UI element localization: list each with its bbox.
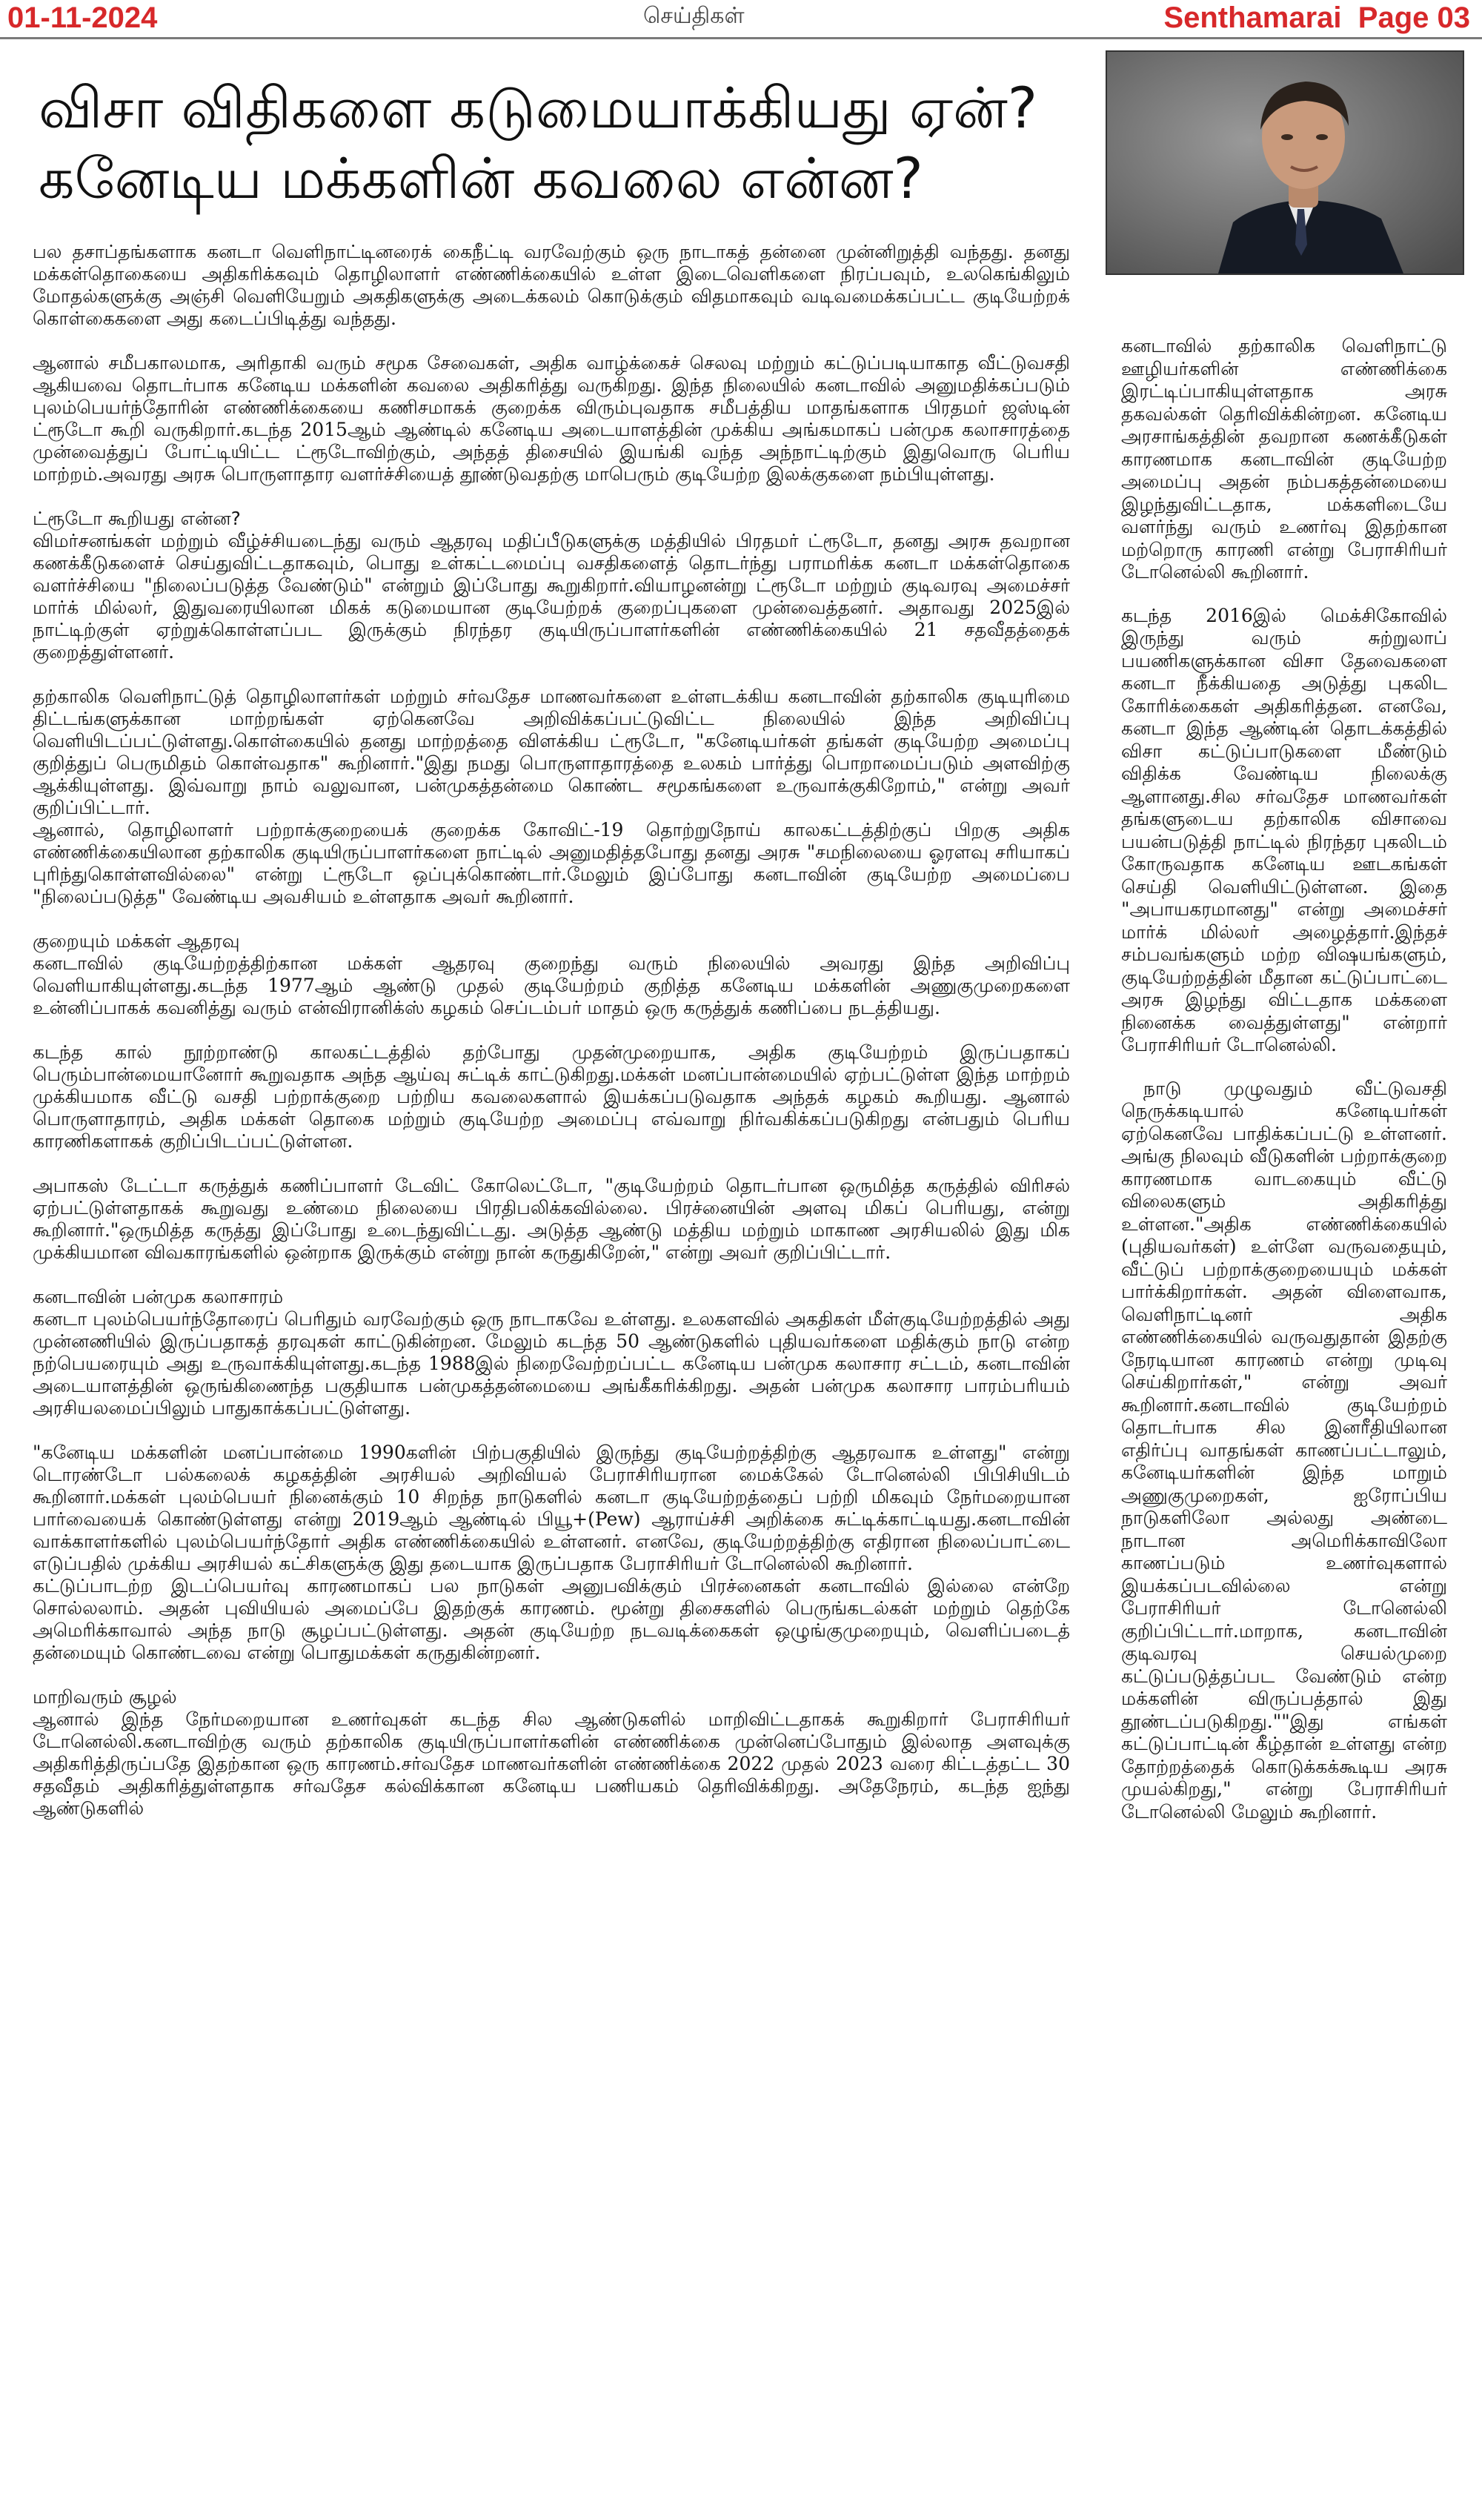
page-header bbox=[0, 0, 1482, 39]
subheading: குறையும் மக்கள் ஆதரவு bbox=[33, 930, 240, 952]
paragraph: ஆனால் சமீபகாலமாக, அரிதாகி வரும் சமூக சேவைகள், அதிக வாழ்க்கைச் செலவு மற்றும் கட்டுப்படியாகாத வீட்டுவசதி ஆகியவை தொடர்பாக கனேடிய மக்களின் கவலை அதிகரித்து வருகிறது. இந்த நிலையில் கனடாவில் அனுமதிக்கப்படும் புலம்பெயர்ந்தோரின் எண்ணிக்கையை கணிசமாகக் குறைக்க விரும்புவதாக சமீபத்திய மாதங்களாக பிரதமர் ஜஸ்டின் ட்ரூடோ கூறி வருகிறார்.கடந்த 2015ஆம் ஆண்டில் கனேடிய அடையாளத்தின் முக்கிய அங்கமாகப் பன்முக கலாசாரத்தை முன்வைத்துப் போட்டியிட்ட ட்ரூடோவிற்கும், அந்தத் திசையில் இயங்கி வந்த அந்நாட்டிற்கும் இதுவொரு பெரிய மாற்றம்.அவரது அரசு பொருளாதார வளர்ச்சியைத் தூண்டுவதற்கு மாபெரும் குடியேற்ற இலக்குகளை நம்பியுள்ளது. bbox=[33, 352, 1070, 485]
paragraph: பல தசாப்தங்களாக கனடா வெளிநாட்டினரைக் கைநீட்டி வரவேற்கும் ஒரு நாடாகத் தன்னை முன்னிறுத்தி வந்தது. தனது மக்கள்தொகையை அதிகரிக்கவும் தொழிலாளர் எண்ணிக்கையில் உள்ள இடைவெளிகளை நிரப்பவும், உலகெங்கிலும் மோதல்களுக்கு அஞ்சி வெளியேறும் அகதிகளுக்கு அடைக்கலம் கொடுக்கும் விதமாகவும் வடிவமைக்கப்பட்ட குடியேற்றக் கொள்கைகளை அது கடைப்பிடித்து வந்தது. bbox=[33, 241, 1070, 329]
paragraph: கடந்த கால் நூற்றாண்டு காலகட்டத்தில் தற்போது முதன்முறையாக, அதிக குடியேற்றம் இருப்பதாகப் பெரும்பான்மையானோர் கூறுவதாக அந்த ஆய்வு சுட்டிக் காட்டுகிறது.மக்கள் மனப்பான்மையில் ஏற்பட்டுள்ள இந்த மாற்றம் முக்கியமாக வீட்டு வசதி பற்றாக்குறை பற்றிய கவலைகளால் இயக்கப்படுவதாக அந்தக் கழகம் கூறியது. ஆனால் பொருளாதாரம், அதிக மக்கள் தொகை மற்றும் குடியேற்ற அமைப்பு எவ்வாறு நிர்வகிக்கப்படுகிறது என்பதும் பெரிய காரணிகளாகக் குறிப்பிடப்பட்டுள்ளன. bbox=[33, 1041, 1070, 1152]
paragraph: "கனேடிய மக்களின் மனப்பான்மை 1990களின் பிற்பகுதியில் இருந்து குடியேற்றத்திற்கு ஆதரவாக உள்ளது" என்று டொரண்டோ பல்கலைக் கழகத்தின் அரசியல் அறிவியல் பேராசிரியரான மைக்கேல் டோனெல்லி பிபிசியிடம் கூறினார்.மக்கள் புலம்பெயர் நினைக்கும் 10 சிறந்த நாடுகளில் கனடா குடியேற்றத்தைப் பற்றி மிகவும் நேர்மறையான பார்வையைக் கொண்டுள்ளது என்று 2019ஆம் ஆண்டில் பியூ+(Pew) ஆராய்ச்சி அறிக்கை சுட்டிக்காட்டியது.கனடாவின் வாக்காளர்களில் புலம்பெயர்ந்தோர் அதிக எண்ணிக்கையில் உள்ளனர். எனவே, குடியேற்றத்திற்கு எதிரான நிலைப்பாட்டை எடுப்பதில் முக்கிய அரசியல் கட்சிகளுக்கு இது தடையாக இருப்பதாக பேராசிரியர் டோனெல்லி கூறினார். bbox=[33, 1442, 1070, 1574]
article-side-column bbox=[1121, 335, 1447, 1823]
headline bbox=[39, 73, 1076, 213]
paragraph: கனடாவில் தற்காலிக வெளிநாட்டு ஊழியர்களின் எண்ணிக்கை இரட்டிப்பாகியுள்ளதாக அரசு தகவல்கள் தெரிவிக்கின்றன. கனேடிய அரசாங்கத்தின் தவறான கணக்கீடுகள் காரணமாக கனடாவின் குடியேற்ற அமைப்பு அதன் நம்பகத்தன்மையை இழந்துவிட்டதாக, மக்களிடையே வளர்ந்து வரும் உணர்வு இதற்கான மற்றொரு காரணி என்று பேராசிரியர் டோனெல்லி கூறினார். bbox=[1121, 335, 1447, 583]
paragraph: கனடா புலம்பெயர்ந்தோரைப் பெரிதும் வரவேற்கும் ஒரு நாடாகவே உள்ளது. உலகளவில் அகதிகள் மீள்குடியேற்றத்தில் அது முன்னணியில் இருப்பதாகத் தரவுகள் காட்டுகின்றன. மேலும் கடந்த 50 ஆண்டுகளில் புதியவர்களை மதிக்கும் நாடு என்ற நற்பெயரையும் அது உருவாக்கியுள்ளது.கடந்த 1988இல் நிறைவேற்றப்பட்ட கனேடிய பன்முக கலாசார சட்டம், கனடாவின் அடையாளத்தின் ஒருங்கிணைந்த பகுதியாக பன்முகத்தன்மையை அங்கீகரிக்கிறது. அதன் பன்முக கலாசார பாரம்பரியம் அரசியலமைப்பிலும் பாதுகாக்கப்பட்டுள்ளது. bbox=[33, 1308, 1070, 1419]
page-number: Page 03 bbox=[1358, 1, 1470, 34]
paragraph: கடந்த 2016இல் மெக்சிகோவில் இருந்து வரும் சுற்றுலாப் பயணிகளுக்கான விசா தேவைகளை கனடா நீக்கியதை அடுத்து புகலிட கோரிக்கைகள் அதிகரித்தன. எனவே, கனடா இந்த ஆண்டின் தொடக்கத்தில் விசா கட்டுப்பாடுகளை மீண்டும் விதிக்க வேண்டிய நிலைக்கு ஆளானது.சில சர்வதேச மாணவர்கள் தங்களுடைய தற்காலிக விசாவை பயன்படுத்தி நாட்டில் நிரந்தர புகலிடம் கோருவதாக கனேடிய ஊடகங்கள் செய்தி வெளியிட்டுள்ளன. இதை "அபாயகரமானது" என்று அமைச்சர் மார்க் மில்லர் அழைத்தார்.இந்தச் சம்பவங்களும் மற்ற விஷயங்களும், குடியேற்றத்தின் மீதான கட்டுப்பாட்டை அரசு இழந்து விட்டதாக மக்களை நினைக்க வைத்துள்ளது" என்றார் பேராசிரியர் டோனெல்லி. bbox=[1121, 604, 1447, 1055]
portrait-photo bbox=[1106, 50, 1464, 275]
paragraph: ஆனால் இந்த நேர்மறையான உணர்வுகள் கடந்த சில ஆண்டுகளில் மாறிவிட்டதாகக் கூறுகிறார் பேராசிரியர் டோனெல்லி.கனடாவிற்கு வரும் தற்காலிக குடியிருப்பாளர்களின் எண்ணிக்கை முன்னெப்போதும் இல்லாத அளவுக்கு அதிகரித்திருப்பதே இதற்கான ஒரு காரணம்.சர்வதேச மாணவர்களின் எண்ணிக்கை 2022 முதல் 2023 வரை கிட்டத்தட்ட 30 சதவீதம் அதிகரித்துள்ளதாக சர்வதேச கல்விக்கான கனேடிய பணியகம் தெரிவிக்கிறது. அதேநேரம், கடந்த ஐந்து ஆண்டுகளில் bbox=[33, 1708, 1070, 1819]
subheading: ட்ரூடோ கூறியது என்ன? bbox=[33, 508, 241, 529]
publication-name: Senthamarai bbox=[1163, 1, 1342, 34]
section-label: செய்திகள் bbox=[643, 3, 745, 29]
paragraph: தற்காலிக வெளிநாட்டுத் தொழிலாளர்கள் மற்றும் சர்வதேச மாணவர்களை உள்ளடக்கிய கனடாவின் தற்காலிக குடியுரிமை திட்டங்களுக்கான மாற்றங்கள் ஏற்கெனவே அறிவிக்கப்பட்டுவிட்ட நிலையில் இந்த அறிவிப்பு வெளியிடப்பட்டுள்ளது.கொள்கையில் தனது மாற்றத்தை விளக்கிய ட்ரூடோ, "கனேடியர்கள் தங்கள் குடியேற்ற அமைப்பு குறித்துப் பெருமிதம் கொள்வதாக" கூறினார்."இது நமது பொருளாதாரத்தை உலகம் பார்த்து பொறாமைப்படும் அளவிற்கு ஆக்கியுள்ளது. இவ்வாறு நாம் வலுவான, பன்முகத்தன்மை கொண்ட சமூகங்களை உருவாக்குகிறோம்," என்று அவர் குறிப்பிட்டார். bbox=[33, 686, 1070, 818]
paragraph: ஆனால், தொழிலாளர் பற்றாக்குறையைக் குறைக்க கோவிட்-19 தொற்றுநோய் காலகட்டத்திற்குப் பிறகு அதிக எண்ணிக்கையிலான தற்காலிக குடியிருப்பாளர்களை நாட்டில் அனுமதித்தபோது தனது அரசு "சமநிலையை ஓரளவு சரியாகப் புரிந்துகொள்ளவில்லை" என்று ட்ரூடோ ஒப்புக்கொண்டார்.மேலும் இப்போது கனடாவின் குடியேற்ற அமைப்பை "நிலைப்படுத்த" வேண்டிய அவசியம் உள்ளதாக அவர் கூறினார். bbox=[33, 819, 1070, 907]
headline-line-1: விசா விதிகளை கடுமையாக்கியது ஏன்? bbox=[39, 75, 1038, 141]
portrait-icon bbox=[1107, 52, 1463, 273]
paragraph: விமர்சனங்கள் மற்றும் வீழ்ச்சியடைந்து வரும் ஆதரவு மதிப்பீடுகளுக்கு மத்தியில் பிரதமர் ட்ரூடோ, தனது அரசு தவறான கணக்கீடுகளைச் செய்துவிட்டதாகவும், பொது உள்கட்டமைப்பு வசதிகளைத் தொடர்ந்து பராமரிக்க கனடா மக்கள்தொகை வளர்ச்சியை "நிலைப்படுத்த வேண்டும்" என்றும் இப்போது கூறுகிறார்.வியாழனன்று ட்ரூடோ மற்றும் குடிவரவு அமைச்சர் மார்க் மில்லர், இதுவரையிலான மிகக் கடுமையான குடியேற்றக் குறைப்புகளை முன்வைத்தனர். அதாவது 2025இல் நாட்டிற்குள் ஏற்றுக்கொள்ளப்பட இருக்கும் நிரந்தர குடியிருப்பாளர்களின் எண்ணிக்கையில் 21 சதவீதத்தைக் குறைத்துள்ளனர். bbox=[33, 530, 1070, 663]
subheading: கனடாவின் பன்முக கலாசாரம் bbox=[33, 1286, 284, 1307]
issue-date: 01-11-2024 bbox=[7, 1, 158, 34]
paragraph: அபாகஸ் டேட்டா கருத்துக் கணிப்பாளர் டேவிட் கோலெட்டோ, "குடியேற்றம் தொடர்பான ஒருமித்த கருத்தில் விரிசல் ஏற்பட்டுள்ளதாகக் கூறுவது உண்மை நிலையை பிரதிபலிக்கவில்லை. பிரச்னையின் அளவு மிகப் பெரியது, என்று கூறினார்."ஒருமித்த கருத்து இப்போது உடைந்துவிட்டது. அடுத்த ஆண்டு மத்திய மற்றும் மாகாண அரசியலில் இது மிக முக்கியமான விவகாரங்களில் ஒன்றாக இருக்கும் என்று நான் கருதுகிறேன்," என்று அவர் குறிப்பிட்டார். bbox=[33, 1175, 1070, 1263]
paragraph: கட்டுப்பாடற்ற இடப்பெயர்வு காரணமாகப் பல நாடுகள் அனுபவிக்கும் பிரச்னைகள் கனடாவில் இல்லை என்றே சொல்லலாம். அதன் புவியியல் அமைப்பே இதற்குக் காரணம். மூன்று திசைகளில் பெருங்கடல்கள் மற்றும் தெற்கே அமெரிக்காவால் அந்த நாடு சூழப்பட்டுள்ளது. அதன் குடியேற்ற நடவடிக்கைகள் ஒழுங்குமுறையும், வெளிப்படைத் தன்மையும் கொண்டவை என்று பொதுமக்கள் கருதுகின்றனர். bbox=[33, 1575, 1070, 1663]
article-main-column bbox=[33, 241, 1070, 1842]
publication-page bbox=[1163, 1, 1470, 35]
subheading: மாறிவரும் சூழல் bbox=[33, 1686, 177, 1708]
headline-line-2: கனேடிய மக்களின் கவலை என்ன? bbox=[39, 145, 923, 211]
paragraph: நாடு முழுவதும் வீட்டுவசதி நெருக்கடியால் கனேடியர்கள் ஏற்கெனவே பாதிக்கப்பட்டு உள்ளனர். அங்கு நிலவும் வீடுகளின் பற்றாக்குறை காரணமாக வாடகையும் வீட்டு விலைகளும் அதிகரித்து உள்ளன."அதிக எண்ணிக்கையில் (புதியவர்கள்) உள்ளே வருவதையும், வீட்டுப் பற்றாக்குறையையும் மக்கள் பார்க்கிறார்கள். அதன் விளைவாக, வெளிநாட்டினர் அதிக எண்ணிக்கையில் வருவதுதான் இதற்கு நேரடியான காரணம் என்று முடிவு செய்கிறார்கள்," என்று அவர் கூறினார்.கனடாவில் குடியேற்றம் தொடர்பாக சில இனரீதியிலான எதிர்ப்பு வாதங்கள் காணப்பட்டாலும், கனேடியர்களின் இந்த மாறும் அணுகுமுறைகள், ஐரோப்பிய நாடுகளிலோ அல்லது அண்டை நாடான அமெரிக்காவிலோ காணப்படும் உணர்வுகளால் இயக்கப்படவில்லை என்று பேராசிரியர் டோனெல்லி குறிப்பிட்டார்.மாறாக, கனடாவின் குடிவரவு செயல்முறை கட்டுப்படுத்தப்பட வேண்டும் என்ற மக்களின் விருப்பத்தால் இது தூண்டப்படுகிறது.""இது எங்கள் கட்டுப்பாட்டின் கீழ்தான் உள்ளது என்ற தோற்றத்தைக் கொடுக்கக்கூடிய அரசு முயல்கிறது," என்று பேராசிரியர் டோனெல்லி மேலும் கூறினார். bbox=[1121, 1077, 1447, 1823]
paragraph: கனடாவில் குடியேற்றத்திற்கான மக்கள் ஆதரவு குறைந்து வரும் நிலையில் அவரது இந்த அறிவிப்பு வெளியாகியுள்ளது.கடந்த 1977ஆம் ஆண்டு முதல் குடியேற்றம் குறித்த கனேடிய மக்களின் அணுகுமுறைகளை உன்னிப்பாகக் கவனித்து வரும் என்விரானிக்ஸ் கழகம் செப்டம்பர் மாதம் ஒரு கருத்துக் கணிப்பை நடத்தியது. bbox=[33, 952, 1070, 1018]
